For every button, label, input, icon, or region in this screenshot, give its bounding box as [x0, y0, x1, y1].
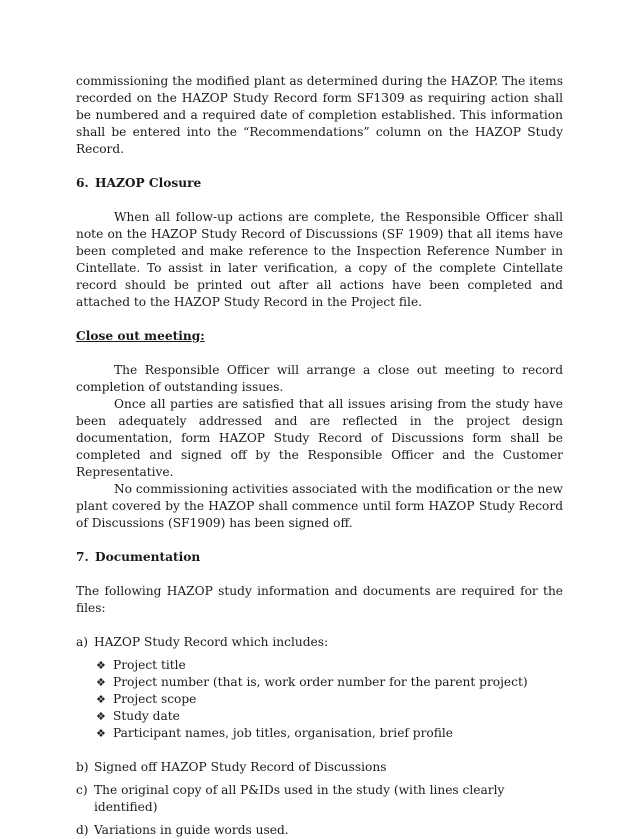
- bullet-item: [96, 708, 563, 725]
- diamond-bullet-icon: ❖: [96, 693, 106, 706]
- bullet-item: [96, 691, 563, 708]
- document-content: [76, 73, 563, 839]
- closeout-paragraph-3: No commissioning activities associated with the modification or the new plant covered by the HAZOP shall commence until form HAZOP Study Record of Discussions (SF1909) has been signed off.: [76, 482, 563, 530]
- bullet-text: Participant names, job titles, organisation, brief profile: [113, 726, 453, 740]
- bullet-item: [96, 725, 563, 742]
- list-item-d: [76, 822, 563, 839]
- list-item-c: [76, 782, 563, 816]
- closeout-heading: Close out meeting:: [76, 329, 205, 343]
- diamond-bullet-icon: ❖: [96, 727, 106, 740]
- section-7-heading: [76, 549, 563, 566]
- diamond-bullet-icon: ❖: [96, 676, 106, 689]
- list-item-a: [76, 634, 563, 651]
- diamond-bullet-icon: ❖: [96, 659, 106, 672]
- closeout-paragraph-2: Once all parties are satisfied that all issues arising from the study have been adequately addressed and are reflected in the project design documentation, form HAZOP Study Record of Discussions form shall be completed and signed off by the Responsible Officer and the Customer Representative.: [76, 397, 563, 479]
- bullet-text: Project number (that is, work order number for the parent project): [113, 675, 528, 689]
- bullet-item: [96, 674, 563, 691]
- intro-paragraph: commissioning the modified plant as determined during the HAZOP. The items recorded on the HAZOP Study Record form SF1309 as requiring action shall be numbered and a required date of completion established. This information shall be entered into the “Recommendations” column on the HAZOP Study Record.: [76, 74, 563, 156]
- list-item-text: Signed off HAZOP Study Record of Discussions: [94, 760, 387, 774]
- section-6-paragraph: When all follow-up actions are complete, the Responsible Officer shall note on the HAZOP Study Record of Discussions (SF 1909) that all items have been completed and make reference to the Inspection Reference Number in Cintellate. To assist in later verification, a copy of the complete Cintellate record should be printed out after all actions have been completed and attached to the HAZOP Study Record in the Project file.: [76, 210, 563, 309]
- list-item-text: HAZOP Study Record which includes:: [94, 635, 329, 649]
- bullet-item: [96, 657, 563, 674]
- list-item-text: Variations in guide words used.: [94, 823, 289, 837]
- bullet-text: Project title: [113, 658, 186, 672]
- study-record-bullets: [76, 657, 563, 742]
- section-7-title: Documentation: [95, 550, 201, 564]
- bullet-text: Project scope: [113, 692, 197, 706]
- list-item-label: a): [76, 635, 89, 649]
- closeout-paragraph-1: The Responsible Officer will arrange a close out meeting to record completion of outstanding issues.: [76, 363, 563, 394]
- list-item-label: b): [76, 760, 89, 774]
- list-item-text: The original copy of all P&IDs used in the study (with lines clearly identified): [94, 783, 505, 814]
- list-item-label: c): [76, 783, 88, 797]
- section-7-intro: The following HAZOP study information and documents are required for the files:: [76, 584, 563, 615]
- bullet-text: Study date: [113, 709, 180, 723]
- section-6-title: HAZOP Closure: [95, 176, 202, 190]
- section-6-heading: [76, 175, 563, 192]
- diamond-bullet-icon: ❖: [96, 710, 106, 723]
- list-item-b: [76, 759, 563, 776]
- section-6-number: 6.: [76, 176, 89, 190]
- section-7-number: 7.: [76, 550, 89, 564]
- list-item-label: d): [76, 823, 89, 837]
